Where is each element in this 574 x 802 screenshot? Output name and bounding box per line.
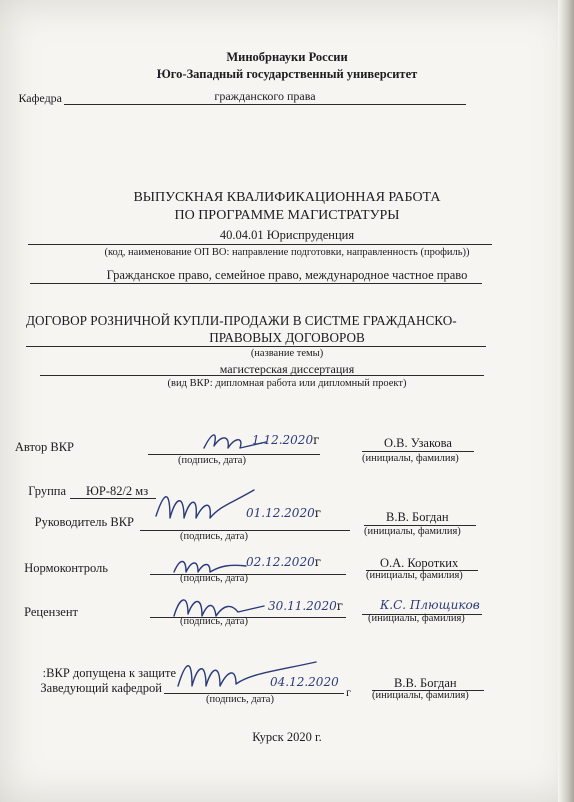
- author-name: О.В. Узакова: [384, 436, 452, 450]
- author-sign-hint: (подпись, дата): [178, 455, 246, 466]
- profile-value: Гражданское право, семейное право, международное частное право: [106, 268, 468, 282]
- reviewer-label: Рецензент: [24, 605, 78, 619]
- work-type-underline: [40, 375, 484, 376]
- topic-hint: (название темы): [250, 348, 324, 359]
- page-edge-shadow: [558, 0, 574, 802]
- program-underline: [28, 244, 492, 245]
- profile-underline: [30, 283, 482, 284]
- program-code: 40.04.01 Юриспруденция: [219, 228, 355, 242]
- author-sign-date: 1.12.2020г: [252, 433, 320, 447]
- supervisor-name-hint: (инициалы, фамилия): [364, 526, 461, 537]
- author-name-hint: (инициалы, фамилия): [362, 453, 459, 464]
- admission-line2: Заведующий кафедрой: [40, 681, 162, 695]
- supervisor-name: В.В. Богдан: [386, 510, 449, 524]
- normcontrol-sign-hint: (подпись, дата): [180, 573, 248, 584]
- normcontrol-name-hint: (инициалы, фамилия): [366, 570, 463, 581]
- ministry-name: Минобрнауки России: [226, 50, 348, 64]
- work-type-hint: (вид ВКР: дипломная работа или дипломный проект): [167, 378, 407, 389]
- normcontrol-sign-date: 02.12.2020г: [246, 555, 322, 569]
- reviewer-name-handwritten: К.С. Плющиков: [380, 598, 480, 612]
- group-value: ЮР-82/2 мз: [86, 484, 149, 498]
- normcontrol-name: О.А. Коротких: [380, 556, 459, 570]
- head-name-hint: (инициалы, фамилия): [372, 690, 469, 701]
- work-title-line1: ВЫПУСКНАЯ КВАЛИФИКАЦИОННАЯ РАБОТА: [133, 190, 441, 205]
- work-type-value: магистерская диссертация: [219, 362, 355, 376]
- head-name: В.В. Богдан: [394, 676, 457, 690]
- city-year: Курск 2020 г.: [252, 730, 322, 744]
- head-signature-scribble: [170, 650, 320, 696]
- topic-line1: ДОГОВОР РОЗНИЧНОЙ КУПЛИ-ПРОДАЖИ В СИСТМЕ ГРАЖДАНСКО-: [26, 313, 457, 328]
- topic-line2: ПРАВОВЫХ ДОГОВОРОВ: [209, 330, 365, 345]
- author-label: Автор ВКР: [14, 440, 74, 454]
- reviewer-name-hint: (инициалы, фамилия): [368, 613, 465, 624]
- university-name: Юго-Западный государственный университет: [156, 67, 418, 81]
- head-sign-date: 04.12.2020: [270, 675, 339, 689]
- department-label: Кафедра: [18, 91, 62, 105]
- head-sign-hint: (подпись, дата): [206, 694, 274, 705]
- supervisor-signature-scribble: [150, 482, 260, 532]
- department-value: гражданского права: [214, 89, 316, 103]
- department-underline: [64, 104, 466, 105]
- supervisor-sign-hint: (подпись, дата): [180, 531, 248, 542]
- supervisor-label: Руководитель ВКР: [34, 515, 134, 529]
- group-label: Группа: [28, 484, 66, 498]
- author-name-line: [362, 451, 474, 452]
- program-hint: (код, наименование ОП ВО: направление подготовки, направленность (профиль)): [104, 247, 470, 258]
- supervisor-sign-date: 01.12.2020г: [246, 506, 322, 520]
- reviewer-sign-date: 30.11.2020г: [268, 599, 344, 613]
- admission-line1: ВКР допущена к защите:: [42, 666, 176, 680]
- group-underline: [70, 498, 156, 499]
- head-sign-date-suffix: г: [346, 685, 351, 699]
- work-title-line2: ПО ПРОГРАММЕ МАГИСТРАТУРЫ: [174, 208, 400, 223]
- topic-underline: [26, 346, 486, 347]
- reviewer-sign-hint: (подпись, дата): [180, 616, 248, 627]
- normcontrol-label: Нормоконтроль: [24, 561, 108, 575]
